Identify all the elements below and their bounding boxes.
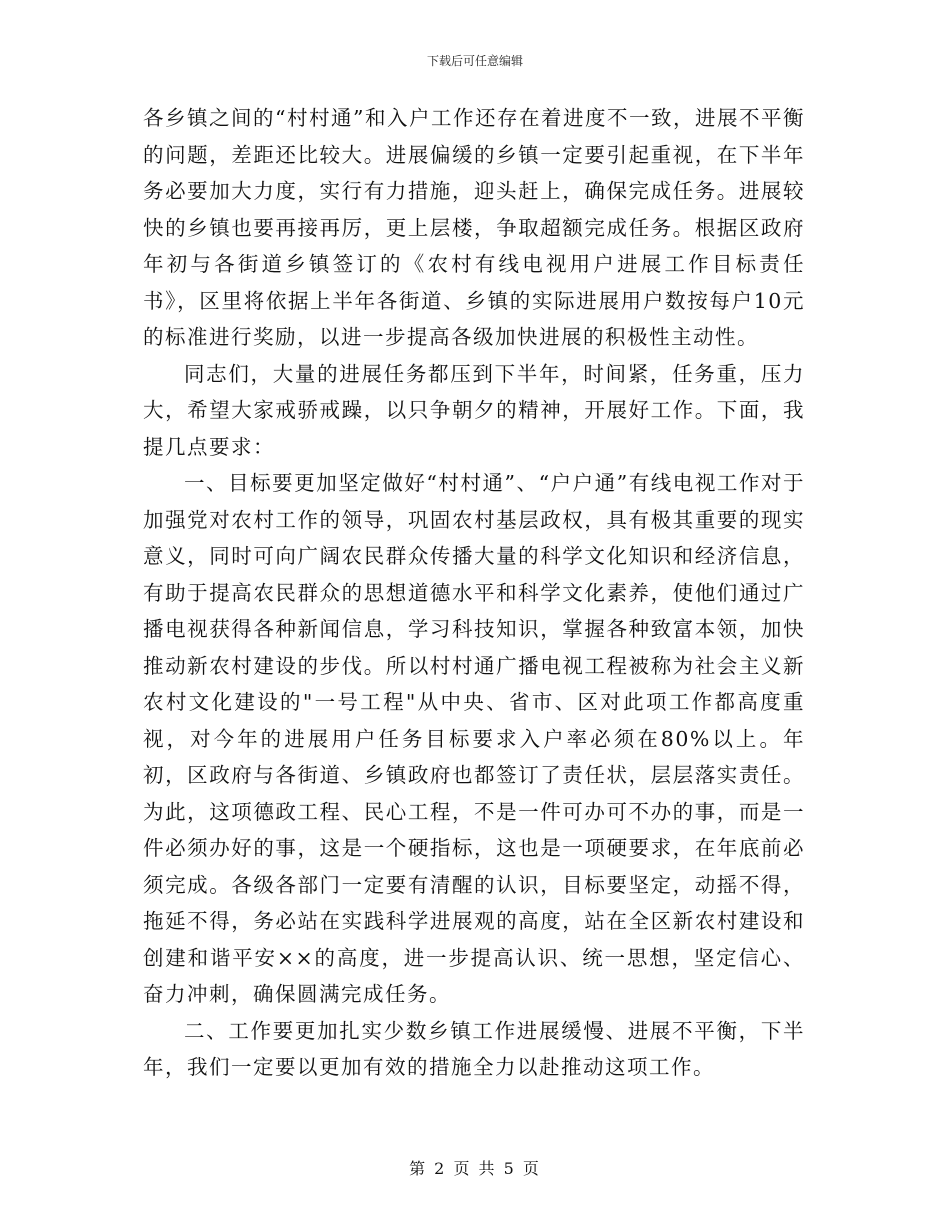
page-header: 下载后可任意编辑	[426, 54, 523, 68]
paragraph-comrades: 同志们，大量的进展任务都压到下半年，时间紧，任务重，压力大，希望大家戒骄戒躁，以只争朝夕的精神，开展好工作。下面，我提几点要求：	[143, 361, 805, 459]
page-number: 第 2 页 共 5 页	[409, 1159, 541, 1178]
paragraph-point-one: 一、目标要更加坚定做好“村村通”、“户户通”有线电视工作对于加强党对农村工作的领导，巩固农村基层政权，具有极其重要的现实意义，同时可向广阔农民群众传播大量的科学文化知识和经济信息，有助于提高农民群众的思想道德水平和科学文化素养，使他们通过广播电视获得各种新闻信息，学习科技知识，掌握各种致富本领，加快推动新农村建设的步伐。所以村村通广播电视工程被称为社会主义新农村文化建设的"一号工程"从中央、省市、区对此项工作都高度重视，对今年的进展用户任务目标要求入户率必须在80%以上。年初，区政府与各街道、乡镇政府也都签订了责任状，层层落实责任。为此，这项德政工程、民心工程，不是一件可办可不办的事，而是一件必须办好的事，这是一个硬指标，这也是一项硬要求，在年底前必须完成。各级各部门一定要有清醒的认识，目标要坚定，动摇不得，拖延不得，务必站在实践科学进展观的高度，站在全区新农村建设和创建和谐平安××的高度，进一步提高认识、统一思想，坚定信心、奋力冲刺，确保圆满完成任务。	[143, 471, 805, 1006]
document-body	[143, 100, 805, 1086]
paragraph-continuation: 各乡镇之间的“村村通”和入户工作还存在着进度不一致，进展不平衡的问题，差距还比较大。进展偏缓的乡镇一定要引起重视，在下半年务必要加大力度，实行有力措施，迎头赶上，确保完成任务。进展较快的乡镇也要再接再厉，更上层楼，争取超额完成任务。根据区政府年初与各街道乡镇签订的《农村有线电视用户进展工作目标责任书》，区里将依据上半年各街道、乡镇的实际进展用户数按每户10元的标准进行奖励，以进一步提高各级加快进展的积极性主动性。	[143, 106, 805, 349]
paragraph-point-two: 二、工作要更加扎实少数乡镇工作进展缓慢、进展不平衡，下半年，我们一定要以更加有效的措施全力以赴推动这项工作。	[143, 1018, 805, 1079]
